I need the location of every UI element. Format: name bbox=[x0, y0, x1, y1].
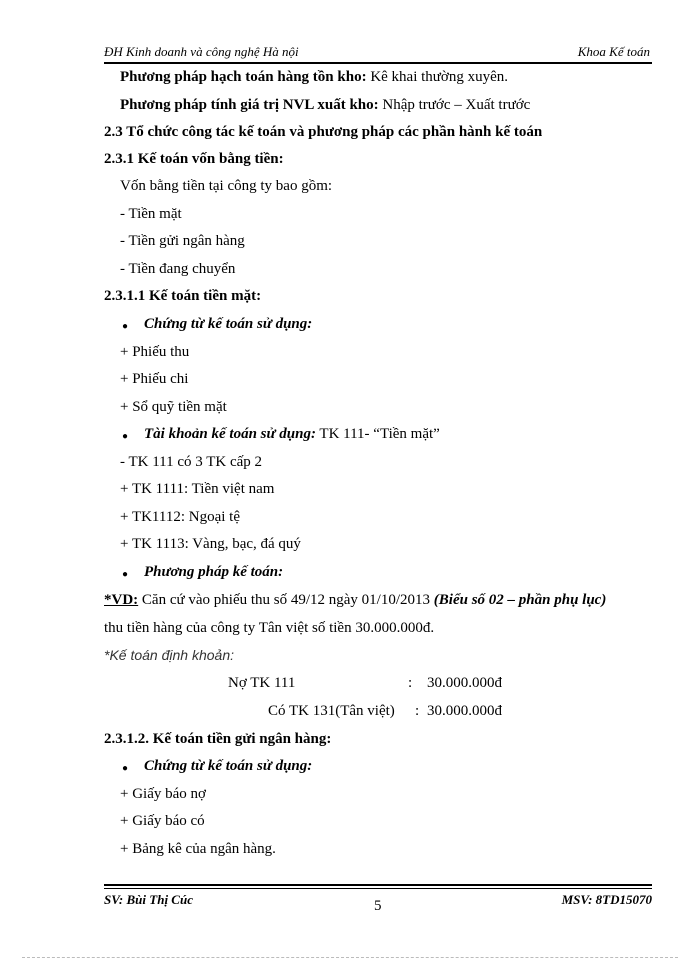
account-item: + TK1112: Ngoại tệ bbox=[120, 509, 240, 525]
voucher-item: + Phiếu chi bbox=[120, 371, 189, 387]
accounts-used-value: TK 111- “Tiền mặt” bbox=[319, 426, 440, 442]
entry-credit-amount: 30.000.000đ bbox=[427, 703, 502, 719]
material-valuation-label: Phương pháp tính giá trị NVL xuất kho: bbox=[120, 97, 379, 113]
heading-2-3-1-2: 2.3.1.2. Kế toán tiền gửi ngân hàng: bbox=[104, 731, 332, 747]
entry-debit-account: Nợ TK 111 bbox=[228, 675, 296, 691]
voucher-item: + Phiếu thu bbox=[120, 344, 190, 360]
entry-credit-colon: : bbox=[415, 703, 420, 719]
entry-debit-amount: 30.000.000đ bbox=[427, 675, 502, 691]
example-label: *VD: bbox=[104, 592, 139, 608]
page-header bbox=[104, 44, 650, 60]
example-line-2: thu tiền hàng của công ty Tân việt số tiền 30.000.000đ. bbox=[104, 620, 435, 636]
heading-2-3-1-1: 2.3.1.1 Kế toán tiền mặt: bbox=[104, 288, 262, 304]
footer-student-id: MSV: 8TD15070 bbox=[561, 892, 652, 907]
footer-rule-bottom bbox=[104, 888, 652, 889]
bank-voucher-item: + Bảng kê của ngân hàng. bbox=[120, 841, 276, 857]
footer-student-name: SV: Bùi Thị Cúc bbox=[104, 892, 193, 907]
example-reference: (Biểu số 02 – phần phụ lục) bbox=[433, 592, 607, 608]
entry-debit-colon: : bbox=[408, 675, 413, 691]
cash-intro: Vốn bằng tiền tại công ty bao gồm: bbox=[120, 178, 333, 194]
page-footer bbox=[104, 892, 652, 912]
journal-entry-note: *Kế toán định khoản: bbox=[104, 647, 234, 663]
example-line bbox=[104, 591, 606, 609]
footer-rule-top bbox=[104, 884, 652, 886]
accounts-used-line bbox=[144, 425, 440, 443]
bullet-icon: ● bbox=[122, 763, 129, 774]
entry-credit-account: Có TK 131(Tân việt) bbox=[268, 703, 395, 719]
accounts-used-label: Tài khoản kế toán sử dụng: bbox=[144, 426, 316, 442]
bullet-icon: ● bbox=[122, 431, 129, 442]
voucher-item: + Sổ quỹ tiền mặt bbox=[120, 399, 227, 415]
list-item-cash-in-transit: - Tiền đang chuyển bbox=[120, 261, 236, 277]
inventory-method-line bbox=[120, 68, 508, 86]
material-valuation-value: Nhập trước – Xuất trước bbox=[382, 97, 531, 113]
inventory-method-label: Phương pháp hạch toán hàng tồn kho: bbox=[120, 69, 367, 85]
header-rule bbox=[104, 62, 652, 64]
account-item: - TK 111 có 3 TK cấp 2 bbox=[120, 454, 263, 470]
header-faculty: Khoa Kế toán bbox=[577, 44, 650, 59]
heading-2-3: 2.3 Tổ chức công tác kế toán và phương pháp các phần hành kế toán bbox=[104, 124, 543, 140]
bullet-icon: ● bbox=[122, 321, 129, 332]
example-text: Căn cứ vào phiếu thu số 49/12 ngày 01/10/2013 bbox=[141, 592, 431, 608]
method-heading: Phương pháp kế toán: bbox=[144, 564, 284, 580]
material-valuation-line bbox=[120, 96, 530, 114]
account-item: + TK 1113: Vàng, bạc, đá quý bbox=[120, 536, 301, 552]
header-university: ĐH Kinh doanh và công nghệ Hà nội bbox=[104, 44, 299, 59]
list-item-cash: - Tiền mặt bbox=[120, 206, 182, 222]
vouchers-heading-cash: Chứng từ kế toán sử dụng: bbox=[144, 316, 313, 332]
page-number: 5 bbox=[374, 898, 382, 914]
list-item-bank-deposit: - Tiền gửi ngân hàng bbox=[120, 233, 245, 249]
bank-voucher-item: + Giấy báo nợ bbox=[120, 786, 206, 802]
account-item: + TK 1111: Tiền việt nam bbox=[120, 481, 275, 497]
bank-voucher-item: + Giấy báo có bbox=[120, 813, 205, 829]
vouchers-heading-bank: Chứng từ kế toán sử dụng: bbox=[144, 758, 313, 774]
heading-2-3-1: 2.3.1 Kế toán vốn bằng tiền: bbox=[104, 151, 284, 167]
inventory-method-value: Kê khai thường xuyên. bbox=[370, 69, 509, 85]
bullet-icon: ● bbox=[122, 569, 129, 580]
page-bottom-divider bbox=[22, 957, 678, 958]
